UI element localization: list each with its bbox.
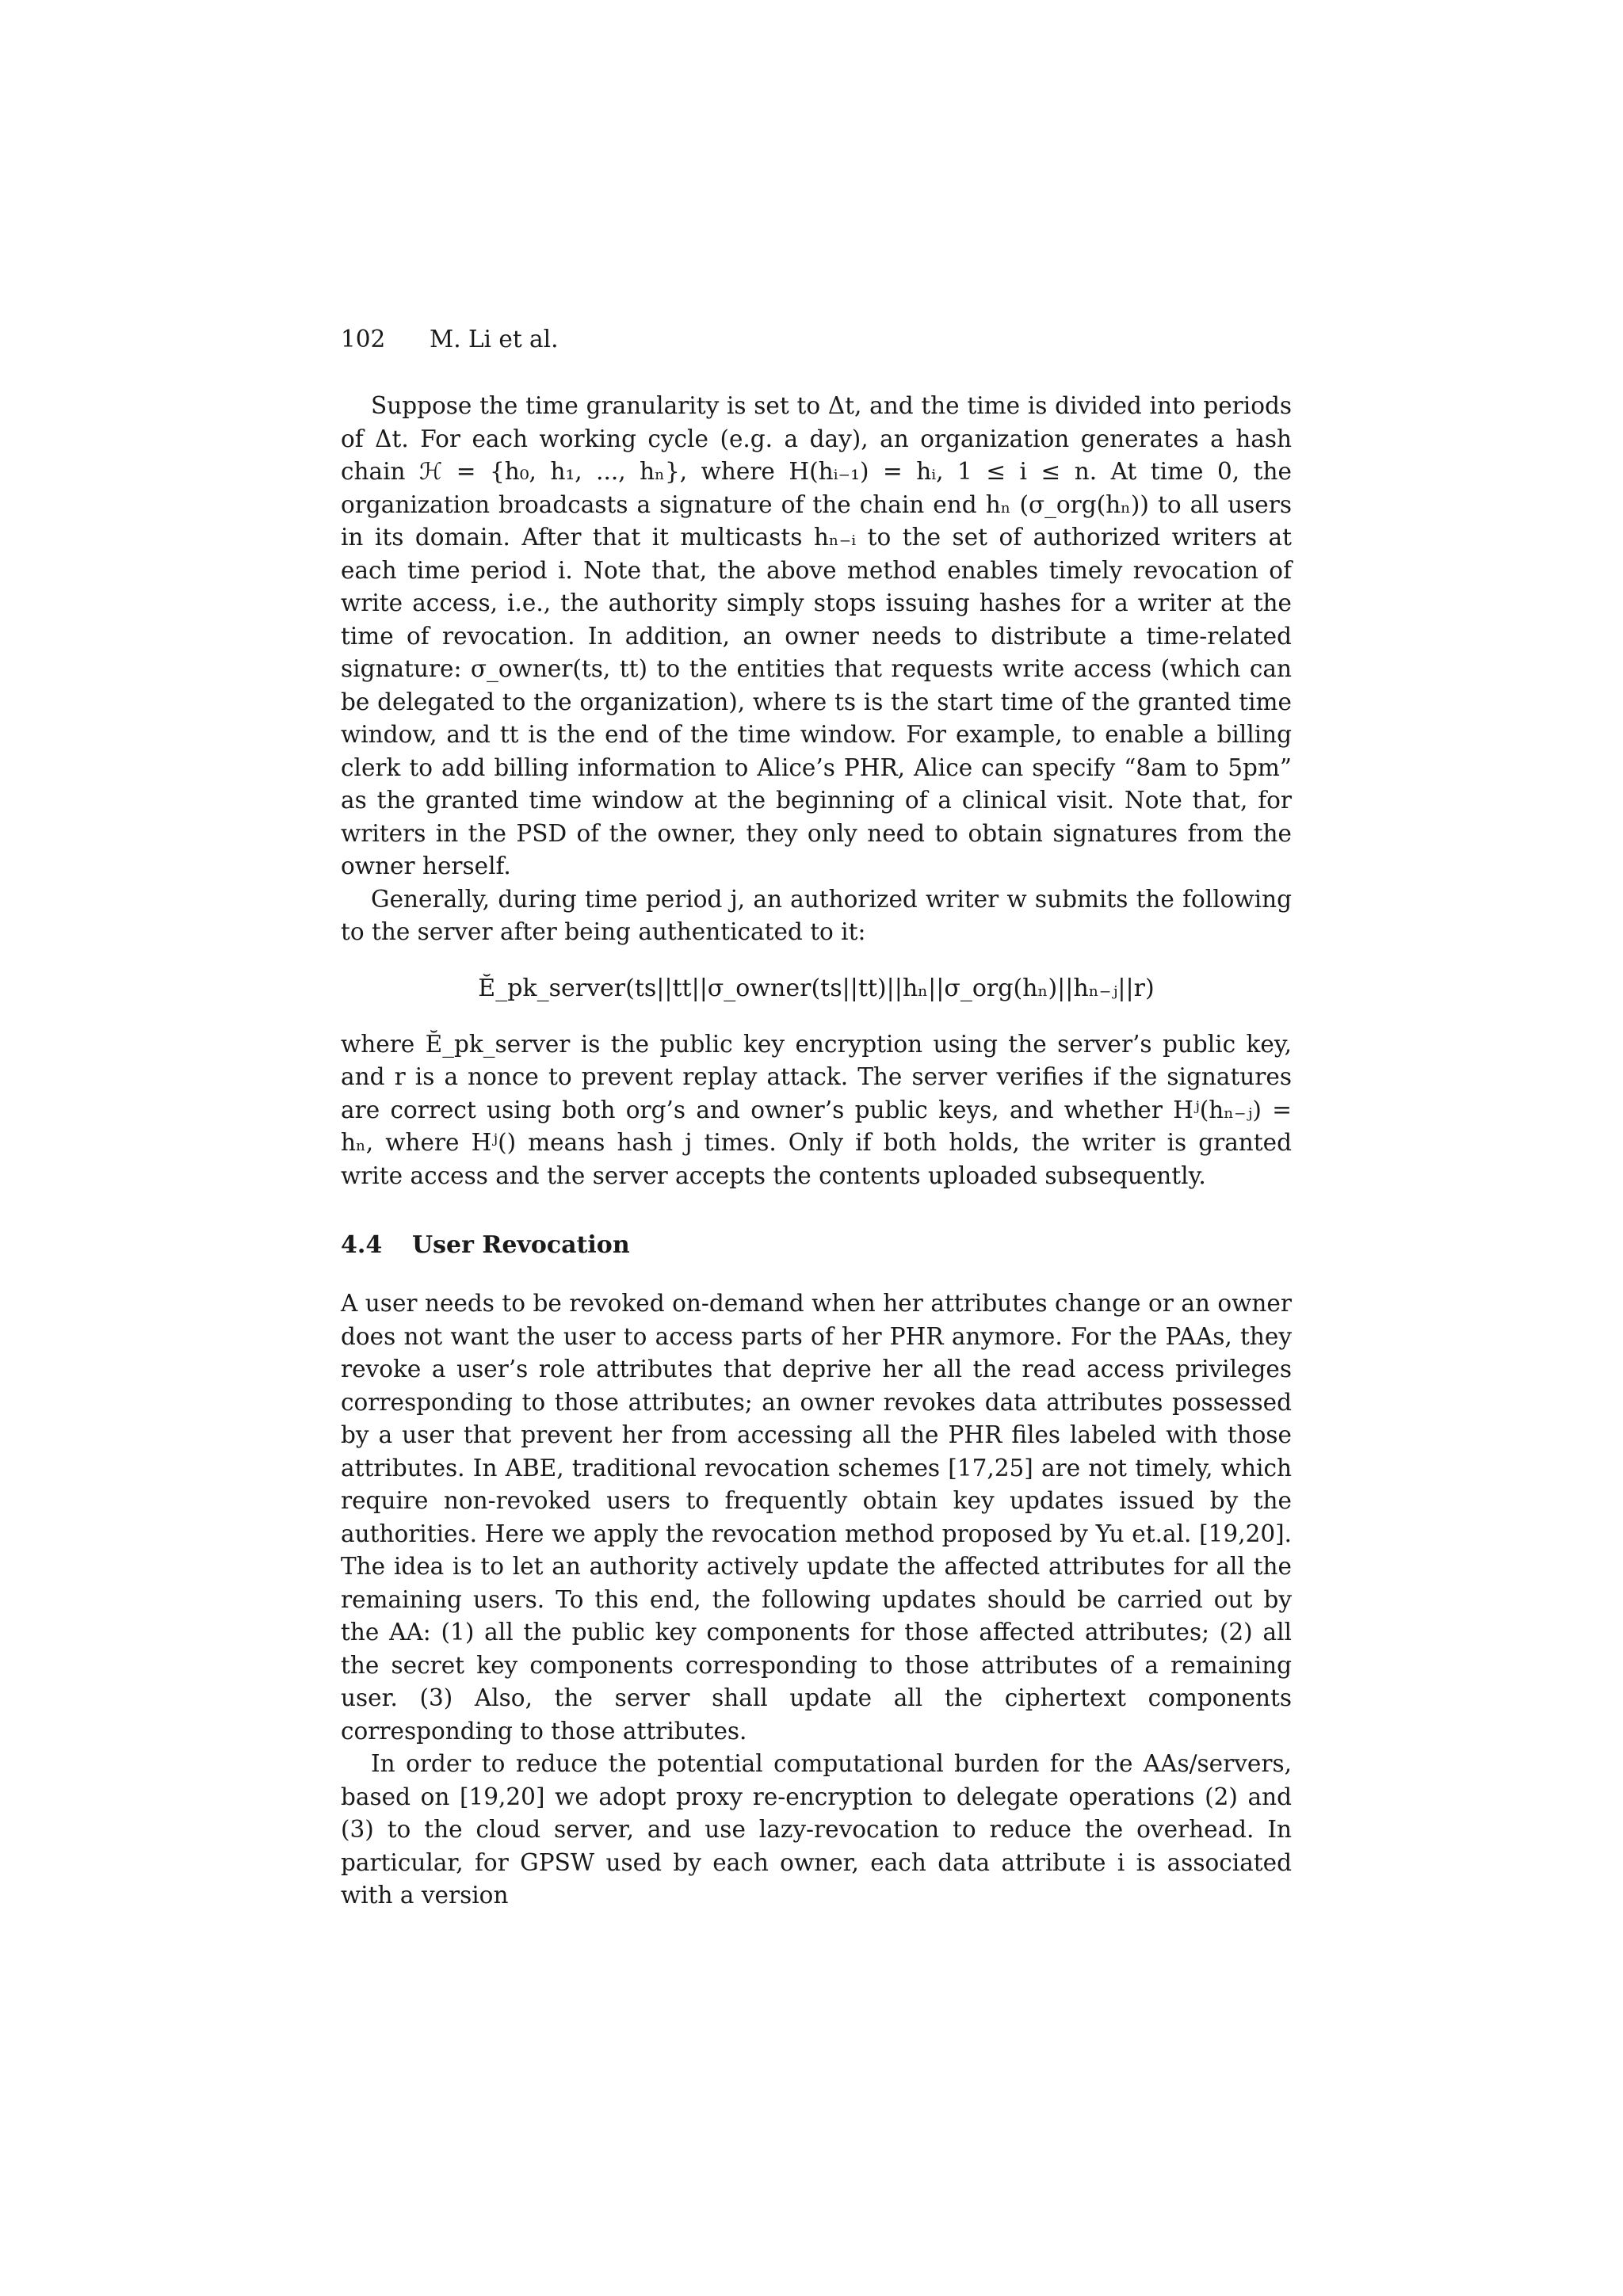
running-head-authors: M. Li et al.: [430, 326, 559, 353]
running-head: [341, 323, 558, 355]
paragraph-user-revocation: [341, 1287, 1292, 1748]
paragraph-text: where Ĕ_pk_server is the public key encryption using the server’s public key, and r is a nonce to prevent replay attack. The server verifies if the signatures are correct using both org’s and owner’s public keys, and whether Hʲ(hₙ₋ⱼ) = hₙ, where Hʲ() means hash j times. Only if both holds, the writer is granted write access and the server accepts the contents uploaded subsequently.: [341, 1030, 1292, 1189]
equation-text: Ĕ_pk_server(ts||tt||σ_owner(ts||tt)||hₙ||σ_org(hₙ)||hₙ₋ⱼ||r): [478, 974, 1155, 1002]
section-title: User Revocation: [412, 1231, 630, 1259]
paragraph-hash-chain: [341, 390, 1292, 883]
paragraph-proxy-reencryption: [341, 1748, 1292, 1913]
paragraph-server-verify: [341, 1028, 1292, 1193]
paragraph-text: Suppose the time granularity is set to Δt, and the time is divided into periods of Δt. For each working cycle (e.g. a day), an organization generates a hash chain ℋ = {h₀, h₁, ..., hₙ}, where H(hᵢ₋₁) = hᵢ, 1 ≤ i ≤ n. At time 0, the organization broadcasts a signature of the chain end hₙ (σ_org(hₙ)) to all users in its domain. After that it multicasts hₙ₋ᵢ to the set of authorized writers at each time period i. Note that, the above method enables timely revocation of write access, i.e., the authority simply stops issuing hashes for a writer at the time of revocation. In addition, an owner needs to distribute a time-related signature: σ_owner(ts, tt) to the entities that requests write access (which can be delegated to the organization), where ts is the start time of the granted time window, and tt is the end of the time window. For example, to enable a billing clerk to add billing information to Alice’s PHR, Alice can specify “8am to 5pm” as the granted time window at the beginning of a clinical visit. Note that, for writers in the PSD of the owner, they only need to obtain signatures from the owner herself.: [341, 392, 1292, 879]
section-number: 4.4: [341, 1231, 383, 1259]
paragraph-text: A user needs to be revoked on-demand when her attributes change or an owner does not want the user to access parts of her PHR anymore. For the PAAs, they revoke a user’s role attributes that deprive her all the read access privileges corresponding to those attributes; an owner revokes data attributes possessed by a user that prevent her from accessing all the PHR files labeled with those attributes. In ABE, traditional revocation schemes [17,25] are not timely, which require non-revoked users to frequently obtain key updates issued by the authorities. Here we apply the revocation method proposed by Yu et.al. [19,20]. The idea is to let an authority actively update the affected attributes for all the remaining users. To this end, the following updates should be carried out by the AA: (1) all the public key components for those affected attributes; (2) all the secret key components corresponding to those attributes of a remaining user. (3) Also, the server shall update all the ciphertext components corresponding to those attributes.: [341, 1290, 1292, 1745]
paragraph-text: In order to reduce the potential computational burden for the AAs/servers, based on [19,20] we adopt proxy re-encryption to delegate operations (2) and (3) to the cloud server, and use lazy-revocation to reduce the overhead. In particular, for GPSW used by each owner, each data attribute i is associated with a version: [341, 1750, 1292, 1909]
body-text: [341, 390, 1292, 1913]
page-number: 102: [341, 326, 386, 353]
paragraph-writer-submit: [341, 883, 1292, 949]
equation-writer-submission: [341, 971, 1292, 1006]
paragraph-text: Generally, during time period j, an authorized writer w submits the following to the server after being authenticated to it:: [341, 885, 1292, 945]
section-heading: [341, 1229, 1292, 1262]
